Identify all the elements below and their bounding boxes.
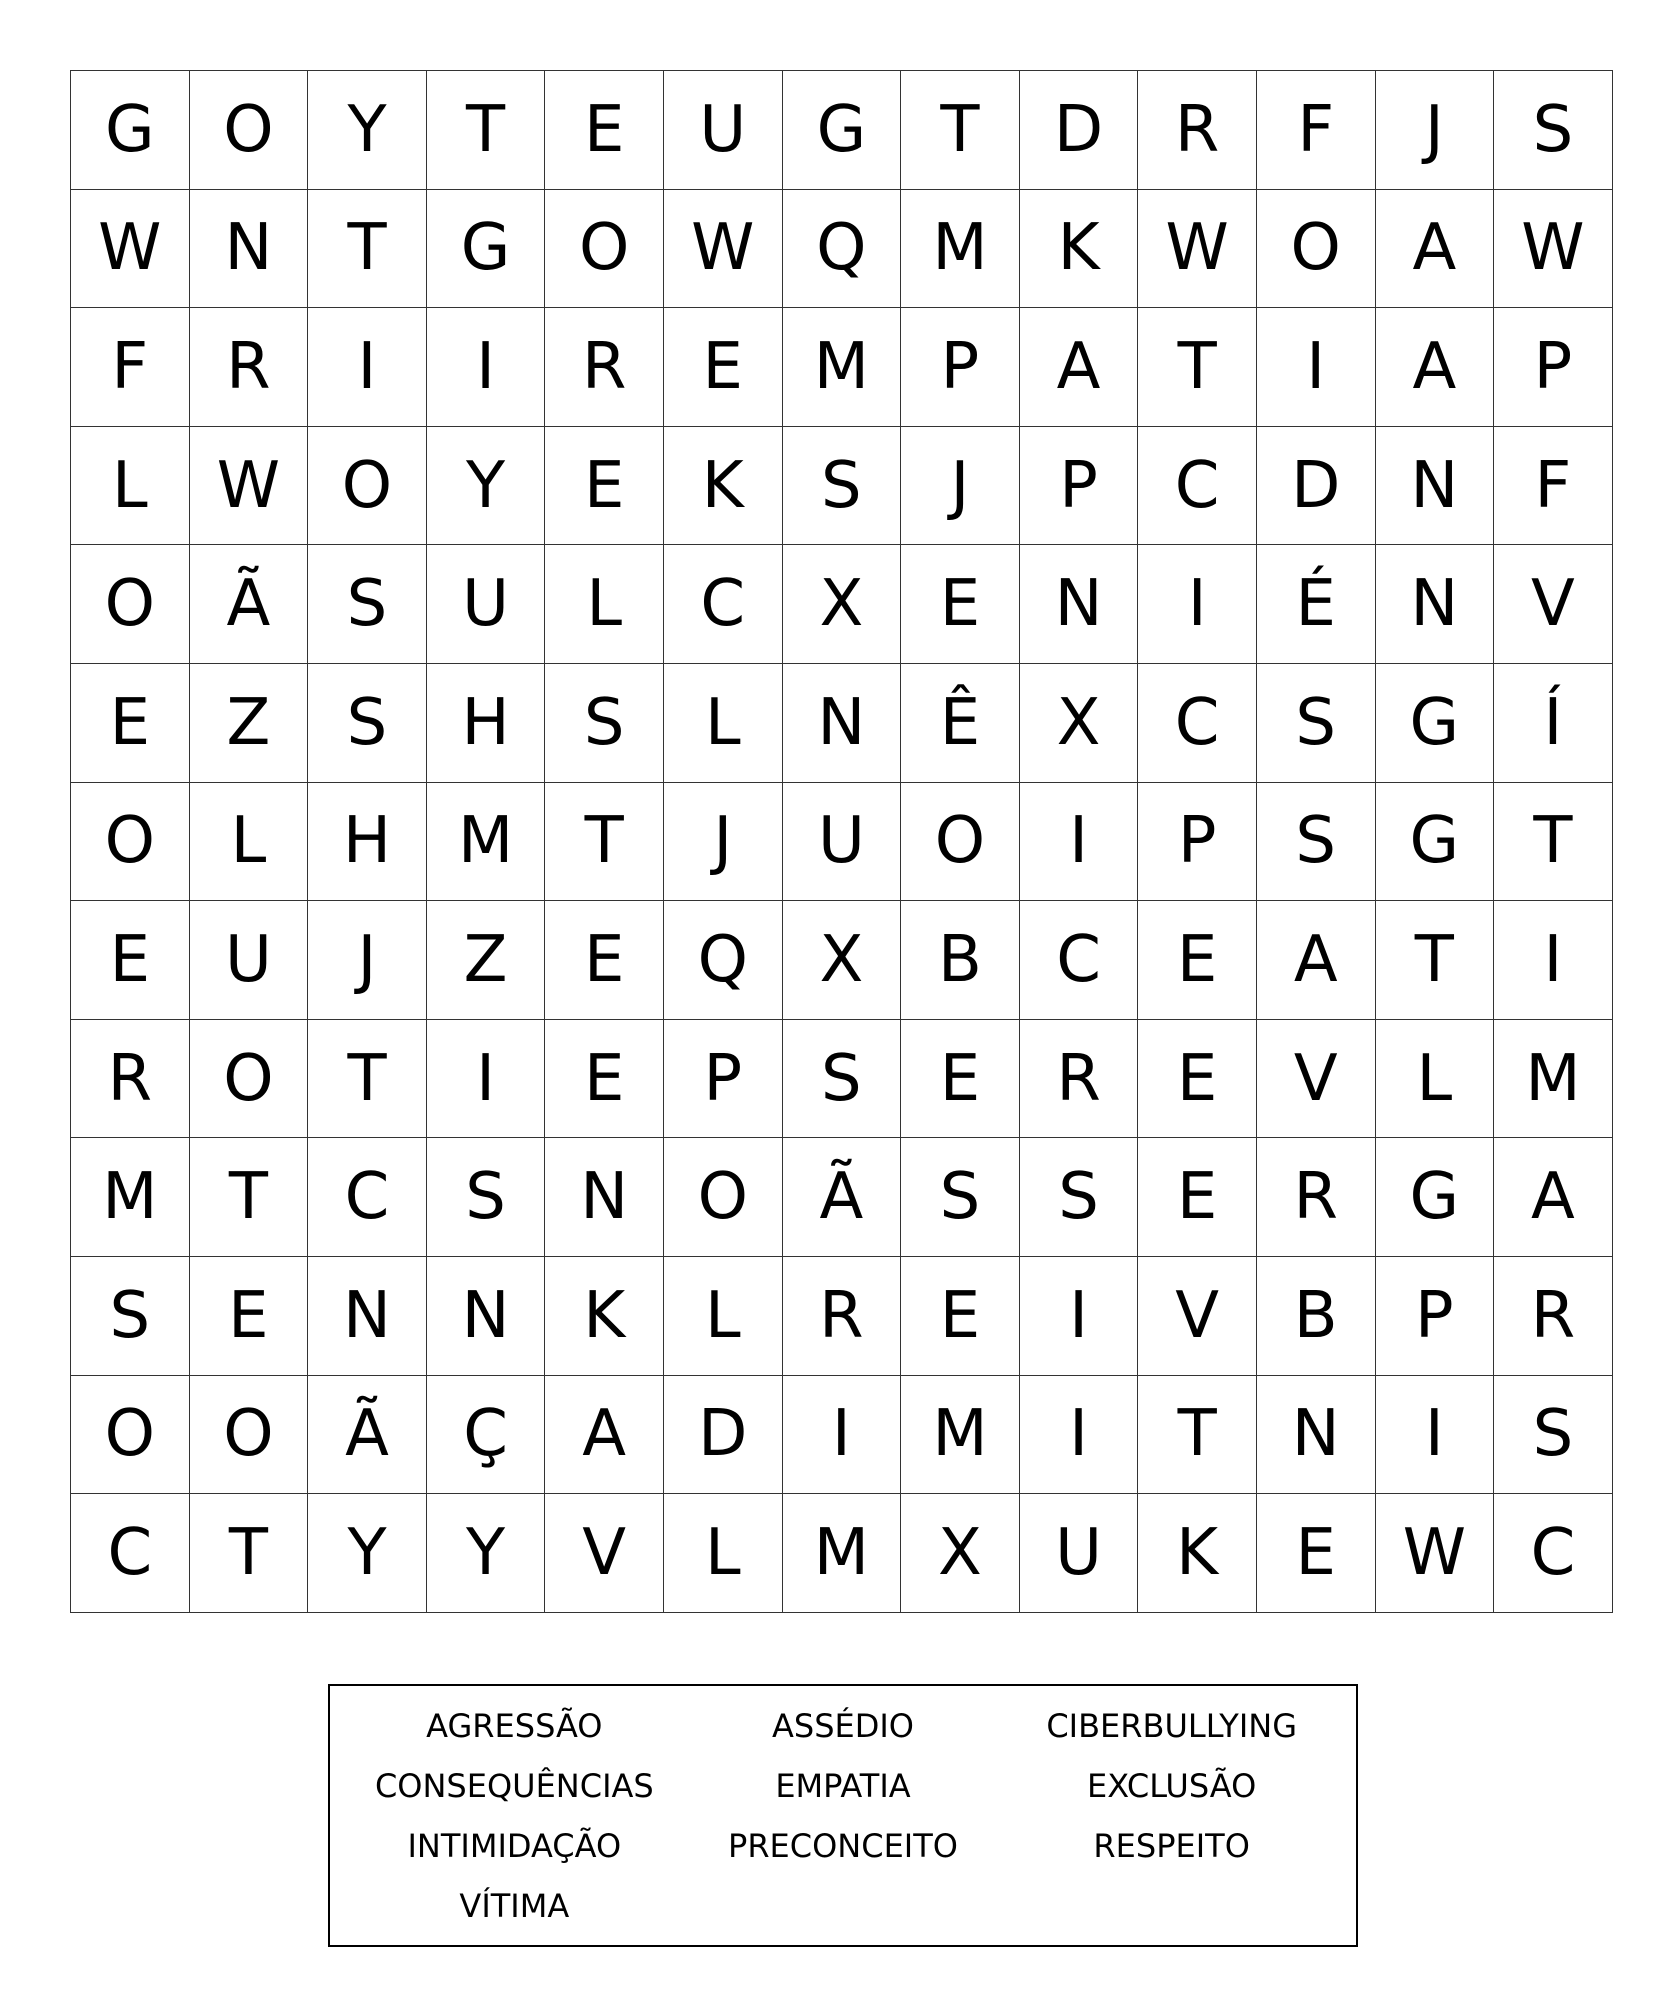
grid-cell[interactable]: S: [308, 545, 427, 664]
grid-cell[interactable]: A: [1376, 190, 1495, 309]
grid-cell[interactable]: P: [1376, 1257, 1495, 1376]
grid-cell[interactable]: U: [664, 71, 783, 190]
grid-cell[interactable]: S: [1494, 1376, 1613, 1495]
grid-cell[interactable]: D: [1020, 71, 1139, 190]
grid-cell[interactable]: R: [545, 308, 664, 427]
grid-cell[interactable]: S: [308, 664, 427, 783]
grid-cell[interactable]: P: [1020, 427, 1139, 546]
grid-cell[interactable]: T: [901, 71, 1020, 190]
grid-cell[interactable]: M: [901, 1376, 1020, 1495]
grid-row: [71, 783, 1613, 902]
grid-cell[interactable]: Y: [427, 1494, 546, 1613]
grid-row: [71, 308, 1613, 427]
grid-cell[interactable]: J: [664, 783, 783, 902]
grid-cell[interactable]: N: [1020, 545, 1139, 664]
grid-cell[interactable]: Y: [308, 1494, 427, 1613]
grid-cell[interactable]: K: [664, 427, 783, 546]
grid-cell[interactable]: M: [427, 783, 546, 902]
grid-row: [71, 1257, 1613, 1376]
word-bank-item: INTIMIDAÇÃO: [407, 1827, 622, 1865]
grid-cell[interactable]: N: [190, 190, 309, 309]
word-bank-item: CONSEQUÊNCIAS: [374, 1767, 654, 1805]
grid-cell[interactable]: K: [1020, 190, 1139, 309]
grid-cell[interactable]: Z: [427, 901, 546, 1020]
grid-cell[interactable]: R: [190, 308, 309, 427]
grid-cell[interactable]: A: [1257, 901, 1376, 1020]
grid-cell[interactable]: O: [190, 1020, 309, 1139]
grid-cell[interactable]: K: [545, 1257, 664, 1376]
grid-cell[interactable]: T: [1138, 308, 1257, 427]
grid-cell[interactable]: O: [901, 783, 1020, 902]
grid-cell[interactable]: P: [901, 308, 1020, 427]
grid-cell[interactable]: O: [71, 1376, 190, 1495]
grid-cell[interactable]: M: [1494, 1020, 1613, 1139]
letter-grid: [70, 70, 1613, 1613]
grid-cell[interactable]: Ã: [783, 1138, 902, 1257]
grid-cell[interactable]: S: [1020, 1138, 1139, 1257]
grid-cell[interactable]: I: [1494, 901, 1613, 1020]
grid-cell[interactable]: T: [308, 190, 427, 309]
grid-cell[interactable]: L: [664, 664, 783, 783]
grid-row: [71, 545, 1613, 664]
grid-cell[interactable]: O: [545, 190, 664, 309]
grid-cell[interactable]: B: [901, 901, 1020, 1020]
grid-row: [71, 427, 1613, 546]
grid-cell[interactable]: C: [1494, 1494, 1613, 1613]
grid-cell[interactable]: E: [901, 1020, 1020, 1139]
grid-cell[interactable]: K: [1138, 1494, 1257, 1613]
grid-cell[interactable]: T: [1376, 901, 1495, 1020]
grid-cell[interactable]: E: [545, 901, 664, 1020]
grid-cell[interactable]: A: [1494, 1138, 1613, 1257]
grid-cell[interactable]: I: [1376, 1376, 1495, 1495]
grid-cell[interactable]: C: [1138, 664, 1257, 783]
word-bank-item: RESPEITO: [1093, 1827, 1250, 1865]
grid-cell[interactable]: T: [190, 1494, 309, 1613]
grid-cell[interactable]: S: [1257, 783, 1376, 902]
grid-cell[interactable]: M: [783, 1494, 902, 1613]
grid-cell[interactable]: T: [545, 783, 664, 902]
grid-cell[interactable]: R: [1138, 71, 1257, 190]
grid-cell[interactable]: O: [308, 427, 427, 546]
grid-cell[interactable]: R: [71, 1020, 190, 1139]
grid-cell[interactable]: N: [308, 1257, 427, 1376]
grid-cell[interactable]: D: [1257, 427, 1376, 546]
grid-cell[interactable]: L: [664, 1494, 783, 1613]
grid-cell[interactable]: X: [783, 545, 902, 664]
grid-cell[interactable]: E: [545, 427, 664, 546]
grid-cell[interactable]: L: [545, 545, 664, 664]
grid-cell[interactable]: X: [1020, 664, 1139, 783]
grid-cell[interactable]: G: [1376, 664, 1495, 783]
grid-cell[interactable]: Y: [308, 71, 427, 190]
grid-cell[interactable]: M: [901, 190, 1020, 309]
grid-cell[interactable]: B: [1257, 1257, 1376, 1376]
grid-cell[interactable]: N: [545, 1138, 664, 1257]
grid-cell[interactable]: P: [1138, 783, 1257, 902]
grid-cell[interactable]: U: [427, 545, 546, 664]
grid-cell[interactable]: W: [664, 190, 783, 309]
grid-cell[interactable]: S: [1494, 71, 1613, 190]
grid-cell[interactable]: Q: [664, 901, 783, 1020]
grid-cell[interactable]: F: [1494, 427, 1613, 546]
grid-cell[interactable]: J: [901, 427, 1020, 546]
grid-cell[interactable]: E: [664, 308, 783, 427]
grid-cell[interactable]: U: [190, 901, 309, 1020]
grid-row: [71, 190, 1613, 309]
grid-cell[interactable]: C: [71, 1494, 190, 1613]
grid-cell[interactable]: G: [71, 71, 190, 190]
grid-cell[interactable]: E: [71, 901, 190, 1020]
grid-cell[interactable]: F: [71, 308, 190, 427]
grid-cell[interactable]: X: [901, 1494, 1020, 1613]
grid-cell[interactable]: P: [1494, 308, 1613, 427]
grid-cell[interactable]: R: [1257, 1138, 1376, 1257]
grid-cell[interactable]: N: [1376, 427, 1495, 546]
grid-cell[interactable]: X: [783, 901, 902, 1020]
grid-cell[interactable]: W: [190, 427, 309, 546]
grid-cell[interactable]: E: [545, 1020, 664, 1139]
grid-cell[interactable]: Ã: [190, 545, 309, 664]
grid-cell[interactable]: U: [1020, 1494, 1139, 1613]
grid-cell[interactable]: W: [71, 190, 190, 309]
grid-cell[interactable]: T: [190, 1138, 309, 1257]
grid-cell[interactable]: S: [783, 1020, 902, 1139]
grid-cell[interactable]: L: [190, 783, 309, 902]
grid-cell[interactable]: E: [1138, 1020, 1257, 1139]
word-bank-item: EXCLUSÃO: [1087, 1767, 1257, 1805]
grid-cell[interactable]: N: [427, 1257, 546, 1376]
grid-cell[interactable]: L: [71, 427, 190, 546]
word-bank-item: PRECONCEITO: [728, 1827, 958, 1865]
grid-cell[interactable]: É: [1257, 545, 1376, 664]
grid-cell[interactable]: R: [1020, 1020, 1139, 1139]
grid-cell[interactable]: O: [1257, 190, 1376, 309]
grid-cell[interactable]: R: [1494, 1257, 1613, 1376]
grid-cell[interactable]: V: [1257, 1020, 1376, 1139]
grid-cell[interactable]: O: [71, 783, 190, 902]
grid-cell[interactable]: E: [901, 1257, 1020, 1376]
grid-cell[interactable]: T: [427, 71, 546, 190]
grid-row: [71, 1138, 1613, 1257]
grid-cell[interactable]: I: [308, 308, 427, 427]
grid-cell[interactable]: S: [901, 1138, 1020, 1257]
grid-cell[interactable]: C: [1138, 427, 1257, 546]
grid-cell[interactable]: I: [1020, 1257, 1139, 1376]
grid-cell[interactable]: N: [1257, 1376, 1376, 1495]
grid-cell[interactable]: T: [1138, 1376, 1257, 1495]
grid-cell[interactable]: I: [1020, 1376, 1139, 1495]
grid-cell[interactable]: F: [1257, 71, 1376, 190]
grid-row: [71, 901, 1613, 1020]
grid-cell[interactable]: O: [71, 545, 190, 664]
grid-cell[interactable]: Ê: [901, 664, 1020, 783]
grid-cell[interactable]: R: [783, 1257, 902, 1376]
grid-cell[interactable]: H: [427, 664, 546, 783]
grid-row: [71, 1020, 1613, 1139]
word-bank-item: [679, 1876, 1008, 1936]
grid-cell[interactable]: O: [190, 1376, 309, 1495]
grid-cell[interactable]: Ã: [308, 1376, 427, 1495]
word-bank-item: EMPATIA: [775, 1767, 911, 1805]
grid-cell[interactable]: T: [308, 1020, 427, 1139]
word-bank-item: AGRESSÃO: [426, 1707, 603, 1745]
grid-cell[interactable]: Í: [1494, 664, 1613, 783]
grid-cell[interactable]: S: [71, 1257, 190, 1376]
grid-cell[interactable]: W: [1376, 1494, 1495, 1613]
grid-cell[interactable]: T: [1494, 783, 1613, 902]
grid-cell[interactable]: W: [1494, 190, 1613, 309]
grid-cell[interactable]: O: [190, 71, 309, 190]
grid-cell[interactable]: E: [1257, 1494, 1376, 1613]
grid-cell[interactable]: Z: [190, 664, 309, 783]
grid-cell[interactable]: E: [1138, 1138, 1257, 1257]
grid-cell[interactable]: I: [1138, 545, 1257, 664]
grid-cell[interactable]: G: [427, 190, 546, 309]
grid-cell[interactable]: E: [71, 664, 190, 783]
grid-row: [71, 71, 1613, 190]
grid-cell[interactable]: A: [1376, 308, 1495, 427]
grid-cell[interactable]: I: [427, 308, 546, 427]
grid-cell[interactable]: M: [71, 1138, 190, 1257]
word-bank-item: VÍTIMA: [459, 1887, 570, 1925]
word-bank-item: CIBERBULLYING: [1046, 1707, 1297, 1745]
grid-cell[interactable]: Ç: [427, 1376, 546, 1495]
grid-cell[interactable]: E: [1138, 901, 1257, 1020]
word-bank: [328, 1684, 1358, 1947]
word-bank-item: ASSÉDIO: [771, 1707, 914, 1745]
grid-cell[interactable]: M: [783, 308, 902, 427]
grid-cell[interactable]: S: [1257, 664, 1376, 783]
grid-cell[interactable]: E: [545, 71, 664, 190]
grid-row: [71, 1376, 1613, 1495]
grid-cell[interactable]: O: [664, 1138, 783, 1257]
grid-cell[interactable]: P: [664, 1020, 783, 1139]
grid-cell[interactable]: S: [783, 427, 902, 546]
grid-cell[interactable]: D: [664, 1376, 783, 1495]
word-bank-item: [1007, 1876, 1336, 1936]
grid-row: [71, 664, 1613, 783]
grid-cell[interactable]: C: [308, 1138, 427, 1257]
grid-cell[interactable]: S: [427, 1138, 546, 1257]
grid-cell[interactable]: I: [1257, 308, 1376, 427]
grid-cell[interactable]: I: [1020, 783, 1139, 902]
grid-cell[interactable]: W: [1138, 190, 1257, 309]
grid-cell[interactable]: E: [190, 1257, 309, 1376]
grid-cell[interactable]: C: [664, 545, 783, 664]
grid-cell[interactable]: V: [1494, 545, 1613, 664]
grid-cell[interactable]: A: [1020, 308, 1139, 427]
grid-cell[interactable]: A: [545, 1376, 664, 1495]
grid-cell[interactable]: I: [783, 1376, 902, 1495]
grid-cell[interactable]: J: [1376, 71, 1495, 190]
grid-cell[interactable]: L: [664, 1257, 783, 1376]
grid-cell[interactable]: N: [1376, 545, 1495, 664]
grid-cell[interactable]: I: [427, 1020, 546, 1139]
grid-cell[interactable]: S: [545, 664, 664, 783]
grid-cell[interactable]: Q: [783, 190, 902, 309]
grid-cell[interactable]: C: [1020, 901, 1139, 1020]
grid-cell[interactable]: G: [783, 71, 902, 190]
grid-cell[interactable]: Y: [427, 427, 546, 546]
grid-cell[interactable]: H: [308, 783, 427, 902]
grid-cell[interactable]: N: [783, 664, 902, 783]
grid-cell[interactable]: V: [545, 1494, 664, 1613]
grid-cell[interactable]: G: [1376, 783, 1495, 902]
grid-cell[interactable]: J: [308, 901, 427, 1020]
grid-row: [71, 1494, 1613, 1613]
grid-cell[interactable]: V: [1138, 1257, 1257, 1376]
grid-cell[interactable]: E: [901, 545, 1020, 664]
grid-cell[interactable]: G: [1376, 1138, 1495, 1257]
grid-cell[interactable]: L: [1376, 1020, 1495, 1139]
grid-cell[interactable]: U: [783, 783, 902, 902]
